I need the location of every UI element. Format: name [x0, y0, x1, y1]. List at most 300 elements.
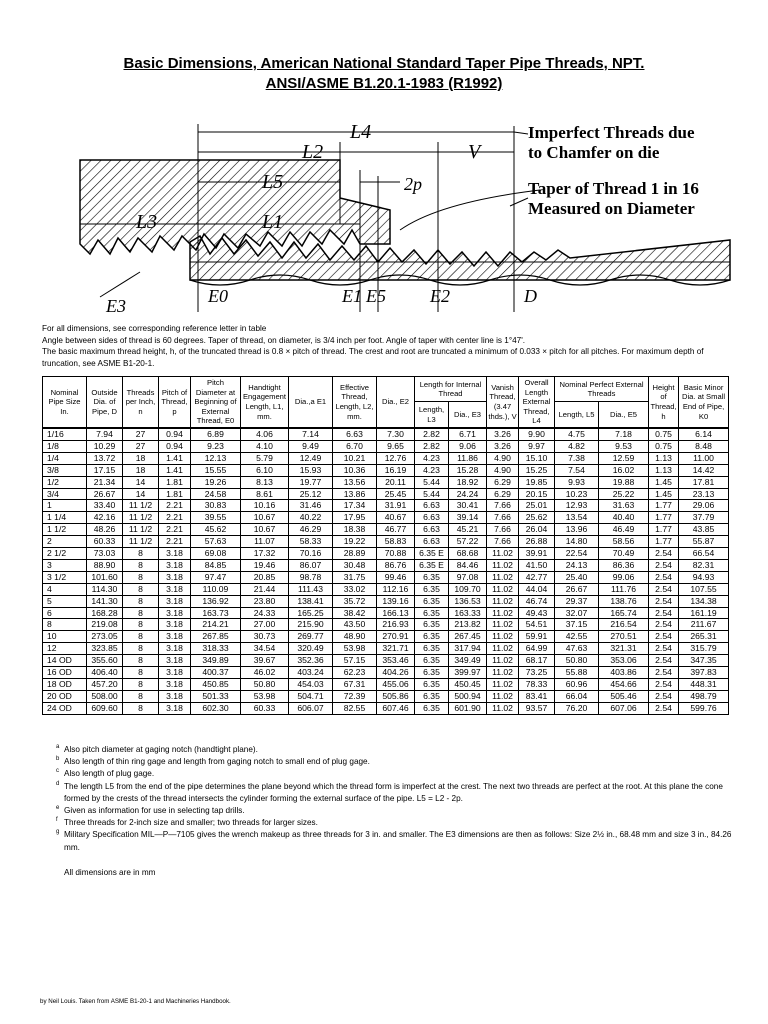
table-cell: 11.02: [487, 548, 519, 560]
table-cell: 9.93: [555, 476, 599, 488]
table-cell: 166.13: [377, 607, 415, 619]
table-cell: 17.81: [679, 476, 729, 488]
table-cell: 606.07: [289, 702, 333, 714]
table-cell: 8: [123, 702, 159, 714]
table-cell: 11.02: [487, 595, 519, 607]
table-cell: 8: [123, 595, 159, 607]
table-cell: 403.86: [599, 667, 649, 679]
table-cell: 6: [43, 607, 87, 619]
table-cell: 1.13: [649, 452, 679, 464]
header-h: Height of Thread, h: [649, 377, 679, 428]
table-cell: 29.06: [679, 500, 729, 512]
table-cell: 11.02: [487, 679, 519, 691]
table-cell: 8: [123, 631, 159, 643]
table-cell: 9.65: [377, 440, 415, 452]
table-cell: 73.03: [87, 548, 123, 560]
table-cell: 86.36: [599, 559, 649, 571]
table-cell: 11.02: [487, 690, 519, 702]
table-cell: 6.63: [333, 428, 377, 440]
table-cell: 27.00: [241, 619, 289, 631]
label-E1: E1: [342, 286, 362, 306]
table-cell: 10.21: [333, 452, 377, 464]
table-cell: 30.73: [241, 631, 289, 643]
table-cell: 7.38: [555, 452, 599, 464]
table-cell: 400.37: [191, 667, 241, 679]
table-cell: 17.34: [333, 500, 377, 512]
units-note: All dimensions are in mm: [64, 868, 156, 877]
note-angle: Angle between sides of thread is 60 degrees. Taper of thread, on diameter, is 3/4 inch per foot. Angle of taper with center line is 1°47'.: [42, 335, 526, 345]
table-cell: 16 OD: [43, 667, 87, 679]
table-cell: 215.90: [289, 619, 333, 631]
table-cell: 23.13: [679, 488, 729, 500]
footnote-text: Also length of plug gage.: [64, 769, 155, 779]
table-cell: 86.76: [377, 559, 415, 571]
table-row: [43, 428, 729, 440]
table-row: [43, 452, 729, 464]
table-cell: 1 1/4: [43, 512, 87, 524]
table-cell: 45.62: [191, 524, 241, 536]
table-cell: 3.26: [487, 440, 519, 452]
table-cell: 8: [123, 571, 159, 583]
table-cell: 7.66: [487, 524, 519, 536]
footnote-mark: g: [56, 829, 60, 836]
table-cell: 70.16: [289, 548, 333, 560]
table-cell: 15.55: [191, 464, 241, 476]
table-cell: 1.77: [649, 500, 679, 512]
table-cell: 24.33: [241, 607, 289, 619]
table-cell: 1.41: [159, 452, 191, 464]
table-row: [43, 500, 729, 512]
table-cell: 3/8: [43, 464, 87, 476]
table-cell: 15.10: [519, 452, 555, 464]
table-row: [43, 655, 729, 667]
table-row: [43, 440, 729, 452]
table-cell: 24.24: [449, 488, 487, 500]
table-cell: 26.88: [519, 536, 555, 548]
table-cell: 13.54: [555, 512, 599, 524]
label-L1: L1: [262, 211, 284, 233]
table-cell: 11 1/2: [123, 524, 159, 536]
table-cell: 19.22: [333, 536, 377, 548]
table-row: [43, 464, 729, 476]
table-cell: 111.76: [599, 583, 649, 595]
table-cell: 12.13: [191, 452, 241, 464]
table-cell: 5: [43, 595, 87, 607]
table-cell: 602.30: [191, 702, 241, 714]
table-cell: 13.86: [333, 488, 377, 500]
table-cell: 60.33: [87, 536, 123, 548]
table-cell: 11.02: [487, 559, 519, 571]
table-cell: 2.21: [159, 500, 191, 512]
table-cell: 0.94: [159, 428, 191, 440]
footnote-mark: d: [56, 780, 60, 787]
table-cell: 50.80: [241, 679, 289, 691]
table-cell: 45.21: [449, 524, 487, 536]
table-cell: 3.18: [159, 690, 191, 702]
header-e2: Dia., E2: [377, 377, 415, 428]
table-cell: 62.23: [333, 667, 377, 679]
table-cell: 4.06: [241, 428, 289, 440]
credit-line: by Neil Louis. Taken from ASME B1-20-1 and Machineries Handbook.: [40, 998, 231, 1005]
header-l3: Length, L3: [415, 402, 449, 428]
table-cell: 43.85: [679, 524, 729, 536]
table-cell: 4.23: [415, 464, 449, 476]
table-cell: 3/4: [43, 488, 87, 500]
table-cell: 28.89: [333, 548, 377, 560]
table-cell: 3.18: [159, 702, 191, 714]
table-cell: 3.18: [159, 595, 191, 607]
note-reference: For all dimensions, see corresponding reference letter in table: [42, 324, 267, 333]
table-cell: 6.35: [415, 607, 449, 619]
table-cell: 97.08: [449, 571, 487, 583]
table-cell: 2.54: [649, 667, 679, 679]
table-cell: 17.95: [333, 512, 377, 524]
table-cell: 14: [123, 488, 159, 500]
table-cell: 219.08: [87, 619, 123, 631]
table-cell: 15.28: [449, 464, 487, 476]
header-l2: Effective Thread, Length, L2, mm.: [333, 377, 377, 428]
table-cell: 107.55: [679, 583, 729, 595]
table-cell: 8: [123, 559, 159, 571]
table-cell: 3.18: [159, 607, 191, 619]
table-cell: 213.82: [449, 619, 487, 631]
label-E3: E3: [106, 296, 126, 316]
table-cell: 2.54: [649, 571, 679, 583]
table-cell: 46.02: [241, 667, 289, 679]
table-row: [43, 690, 729, 702]
header-size: Nominal Pipe Size In.: [43, 377, 87, 428]
label-V: V: [468, 141, 481, 163]
footnote-mark: e: [56, 805, 60, 812]
table-cell: 6.35: [415, 702, 449, 714]
callout-imperfect-line2: to Chamfer on die: [528, 143, 660, 162]
table-cell: 6.35 E: [415, 548, 449, 560]
table-cell: 500.94: [449, 690, 487, 702]
table-cell: 2.54: [649, 619, 679, 631]
table-cell: 6.35: [415, 631, 449, 643]
table-cell: 6.35: [415, 667, 449, 679]
table-cell: 2.82: [415, 428, 449, 440]
table-cell: 11.07: [241, 536, 289, 548]
table-cell: 168.28: [87, 607, 123, 619]
table-cell: 4.10: [241, 440, 289, 452]
table-cell: 42.16: [87, 512, 123, 524]
table-cell: 2.21: [159, 536, 191, 548]
table-cell: 8: [123, 619, 159, 631]
table-cell: 86.07: [289, 559, 333, 571]
table-cell: 33.02: [333, 583, 377, 595]
table-cell: 14 OD: [43, 655, 87, 667]
table-row: [43, 488, 729, 500]
table-cell: 0.94: [159, 440, 191, 452]
table-cell: 26.04: [519, 524, 555, 536]
table-cell: 18.92: [449, 476, 487, 488]
table-cell: 4.90: [487, 452, 519, 464]
table-cell: 138.41: [289, 595, 333, 607]
table-cell: 46.29: [289, 524, 333, 536]
table-cell: 24 OD: [43, 702, 87, 714]
label-L5: L5: [262, 171, 284, 193]
table-cell: 320.49: [289, 643, 333, 655]
table-cell: 8: [123, 548, 159, 560]
table-row: [43, 607, 729, 619]
table-cell: 39.67: [241, 655, 289, 667]
table-cell: 7.54: [555, 464, 599, 476]
table-cell: 5.44: [415, 488, 449, 500]
table-cell: 1.77: [649, 536, 679, 548]
footnote-text: The length L5 from the end of the pipe determines the plane beyond which the thread form is imperfect at the crest. The next two threads are perfect at the root. At this plane the cone formed by the crests of the thread intersects the cylinder forming the external surface of the pipe. L5 = L2 - 2p.: [64, 781, 723, 803]
table-cell: 40.67: [377, 512, 415, 524]
table-cell: 53.98: [333, 643, 377, 655]
table-cell: 6.70: [333, 440, 377, 452]
table-cell: 57.22: [449, 536, 487, 548]
table-cell: 450.45: [449, 679, 487, 691]
table-cell: 43.50: [333, 619, 377, 631]
table-cell: 25.01: [519, 500, 555, 512]
table-cell: 33.40: [87, 500, 123, 512]
notes-block: [42, 323, 732, 369]
table-cell: 13.96: [555, 524, 599, 536]
table-cell: 163.73: [191, 607, 241, 619]
table-cell: 1.77: [649, 524, 679, 536]
footnote-mark: b: [56, 756, 60, 763]
table-cell: 8: [123, 643, 159, 655]
table-cell: 3.18: [159, 643, 191, 655]
table-row: [43, 524, 729, 536]
table-cell: 16.02: [599, 464, 649, 476]
table-cell: 8: [123, 690, 159, 702]
table-cell: 7.18: [599, 428, 649, 440]
header-k0: Basic Minor Dia. at Small End of Pipe, K0: [679, 377, 729, 428]
table-cell: 10.67: [241, 524, 289, 536]
table-cell: 57.63: [191, 536, 241, 548]
table-cell: 58.83: [377, 536, 415, 548]
table-cell: 4.23: [415, 452, 449, 464]
table-cell: 138.76: [599, 595, 649, 607]
table-cell: 24.58: [191, 488, 241, 500]
table-cell: 1.45: [649, 488, 679, 500]
table-cell: 2.54: [649, 595, 679, 607]
table-cell: 448.31: [679, 679, 729, 691]
table-cell: 2.54: [649, 607, 679, 619]
table-cell: 6.35: [415, 679, 449, 691]
table-cell: 13.72: [87, 452, 123, 464]
table-cell: 19.26: [191, 476, 241, 488]
table-cell: 6.10: [241, 464, 289, 476]
table-cell: 109.70: [449, 583, 487, 595]
header-v: Vanish Thread, (3.47 thds.), V: [487, 377, 519, 428]
table-cell: 5.79: [241, 452, 289, 464]
table-cell: 353.46: [377, 655, 415, 667]
table-cell: 20.85: [241, 571, 289, 583]
table-cell: 19.85: [519, 476, 555, 488]
footnote-text: Military Specification MIL—P—7105 gives the wrench makeup as three threads for 3 in. and smaller. The E3 dimensions are then as follows: Size 2½ in., 68.48 mm and size 3 in., 84.26 mm.: [64, 830, 732, 852]
table-cell: 6.35: [415, 583, 449, 595]
table-cell: 46.49: [599, 524, 649, 536]
table-cell: 112.16: [377, 583, 415, 595]
table-cell: 9.49: [289, 440, 333, 452]
label-D: D: [524, 286, 537, 306]
table-cell: 11 1/2: [123, 536, 159, 548]
label-E2: E2: [430, 286, 450, 306]
table-cell: 9.90: [519, 428, 555, 440]
table-cell: 34.54: [241, 643, 289, 655]
table-cell: 30.83: [191, 500, 241, 512]
table-cell: 323.85: [87, 643, 123, 655]
thread-dimensions-table: [42, 376, 729, 715]
table-cell: 1.45: [649, 476, 679, 488]
table-cell: 3.26: [487, 428, 519, 440]
table-cell: 1.13: [649, 464, 679, 476]
table-cell: 67.31: [333, 679, 377, 691]
callout-imperfect-line1: Imperfect Threads due: [528, 123, 695, 142]
table-cell: 505.86: [377, 690, 415, 702]
table-cell: 11 1/2: [123, 512, 159, 524]
table-cell: 41.50: [519, 559, 555, 571]
header-e5: Dia., E5: [599, 402, 649, 428]
table-cell: 55.88: [555, 667, 599, 679]
table-cell: 607.06: [599, 702, 649, 714]
label-E5: E5: [366, 286, 386, 306]
label-E0: E0: [208, 286, 228, 306]
table-cell: 66.54: [679, 548, 729, 560]
table-cell: 508.00: [87, 690, 123, 702]
table-cell: 69.08: [191, 548, 241, 560]
table-cell: 7.66: [487, 536, 519, 548]
table-cell: 44.04: [519, 583, 555, 595]
table-cell: 321.31: [599, 643, 649, 655]
table-cell: 93.57: [519, 702, 555, 714]
table-cell: 23.80: [241, 595, 289, 607]
table-cell: 70.88: [377, 548, 415, 560]
table-cell: 17.32: [241, 548, 289, 560]
table-cell: 37.79: [679, 512, 729, 524]
footnote-text: Given as information for use in selecting tap drills.: [64, 806, 245, 816]
table-cell: 9.06: [449, 440, 487, 452]
table-cell: 7.14: [289, 428, 333, 440]
table-cell: 15.93: [289, 464, 333, 476]
footnote: [56, 756, 736, 768]
table-row: [43, 631, 729, 643]
table-cell: 47.63: [555, 643, 599, 655]
table-cell: 3: [43, 559, 87, 571]
table-cell: 4: [43, 583, 87, 595]
table-cell: 1.77: [649, 512, 679, 524]
table-cell: 8: [123, 607, 159, 619]
table-cell: 25.62: [519, 512, 555, 524]
page-subtitle: ANSI/ASME B1.20.1-1983 (R1992): [265, 75, 503, 92]
table-cell: 457.20: [87, 679, 123, 691]
table-cell: 6.35: [415, 643, 449, 655]
table-cell: 25.22: [599, 488, 649, 500]
header-od: Outside Dia. of Pipe, D: [87, 377, 123, 428]
table-cell: 3.18: [159, 559, 191, 571]
table-cell: 317.94: [449, 643, 487, 655]
table-row: [43, 643, 729, 655]
table-cell: 14.42: [679, 464, 729, 476]
table-cell: 18: [123, 452, 159, 464]
table-cell: 6.14: [679, 428, 729, 440]
table-row: [43, 679, 729, 691]
header-e1: Dia.,a E1: [289, 377, 333, 428]
table-cell: 59.91: [519, 631, 555, 643]
table-cell: 6.35: [415, 655, 449, 667]
header-l4: Overall Length External Thread, L4: [519, 377, 555, 428]
table-cell: 6.35 E: [415, 559, 449, 571]
table-cell: 161.19: [679, 607, 729, 619]
table-cell: 6.29: [487, 476, 519, 488]
table-cell: 17.15: [87, 464, 123, 476]
table-cell: 403.24: [289, 667, 333, 679]
table-cell: 6.63: [415, 524, 449, 536]
table-cell: 30.41: [449, 500, 487, 512]
table-cell: 214.21: [191, 619, 241, 631]
table-cell: 3.18: [159, 548, 191, 560]
table-cell: 97.47: [191, 571, 241, 583]
footnote: [56, 805, 736, 817]
table-cell: 21.44: [241, 583, 289, 595]
table-cell: 40.22: [289, 512, 333, 524]
footnote-text: Also pitch diameter at gaging notch (handtight plane).: [64, 745, 258, 754]
table-cell: 321.71: [377, 643, 415, 655]
table-cell: 38.42: [333, 607, 377, 619]
table-cell: 399.97: [449, 667, 487, 679]
table-cell: 60.96: [555, 679, 599, 691]
table-cell: 2.54: [649, 702, 679, 714]
table-cell: 48.26: [87, 524, 123, 536]
table-cell: 397.83: [679, 667, 729, 679]
footnote: [56, 781, 736, 805]
table-cell: 7.66: [487, 512, 519, 524]
table-cell: 2.54: [649, 643, 679, 655]
table-cell: 2.54: [649, 559, 679, 571]
table-cell: 58.33: [289, 536, 333, 548]
footnote: [56, 817, 736, 829]
table-cell: 18.38: [333, 524, 377, 536]
table-cell: 26.67: [87, 488, 123, 500]
table-cell: 18: [123, 464, 159, 476]
table-cell: 3.18: [159, 619, 191, 631]
table-cell: 2.54: [649, 583, 679, 595]
table-cell: 4.90: [487, 464, 519, 476]
page-title: Basic Dimensions, American National Standard Taper Pipe Threads, NPT.: [123, 55, 645, 72]
table-row: [43, 702, 729, 714]
callout-taper-line1: Taper of Thread 1 in 16: [528, 179, 699, 198]
table-cell: 10: [43, 631, 87, 643]
table-cell: 1/8: [43, 440, 87, 452]
table-cell: 55.87: [679, 536, 729, 548]
table-cell: 273.05: [87, 631, 123, 643]
table-cell: 49.43: [519, 607, 555, 619]
table-cell: 19.77: [289, 476, 333, 488]
footnotes: [56, 744, 736, 854]
footnote-mark: a: [56, 744, 60, 750]
table-cell: 3 1/2: [43, 571, 87, 583]
table-cell: 14: [123, 476, 159, 488]
table-cell: 39.91: [519, 548, 555, 560]
table-cell: 450.85: [191, 679, 241, 691]
table-cell: 498.79: [679, 690, 729, 702]
table-cell: 4.75: [555, 428, 599, 440]
table-cell: 609.60: [87, 702, 123, 714]
table-cell: 3.18: [159, 583, 191, 595]
table-cell: 505.46: [599, 690, 649, 702]
table-cell: 454.03: [289, 679, 333, 691]
header-l3-group: Length for Internal Thread: [415, 377, 487, 402]
table-cell: 11 1/2: [123, 500, 159, 512]
table-cell: 1 1/2: [43, 524, 87, 536]
table-cell: 353.06: [599, 655, 649, 667]
